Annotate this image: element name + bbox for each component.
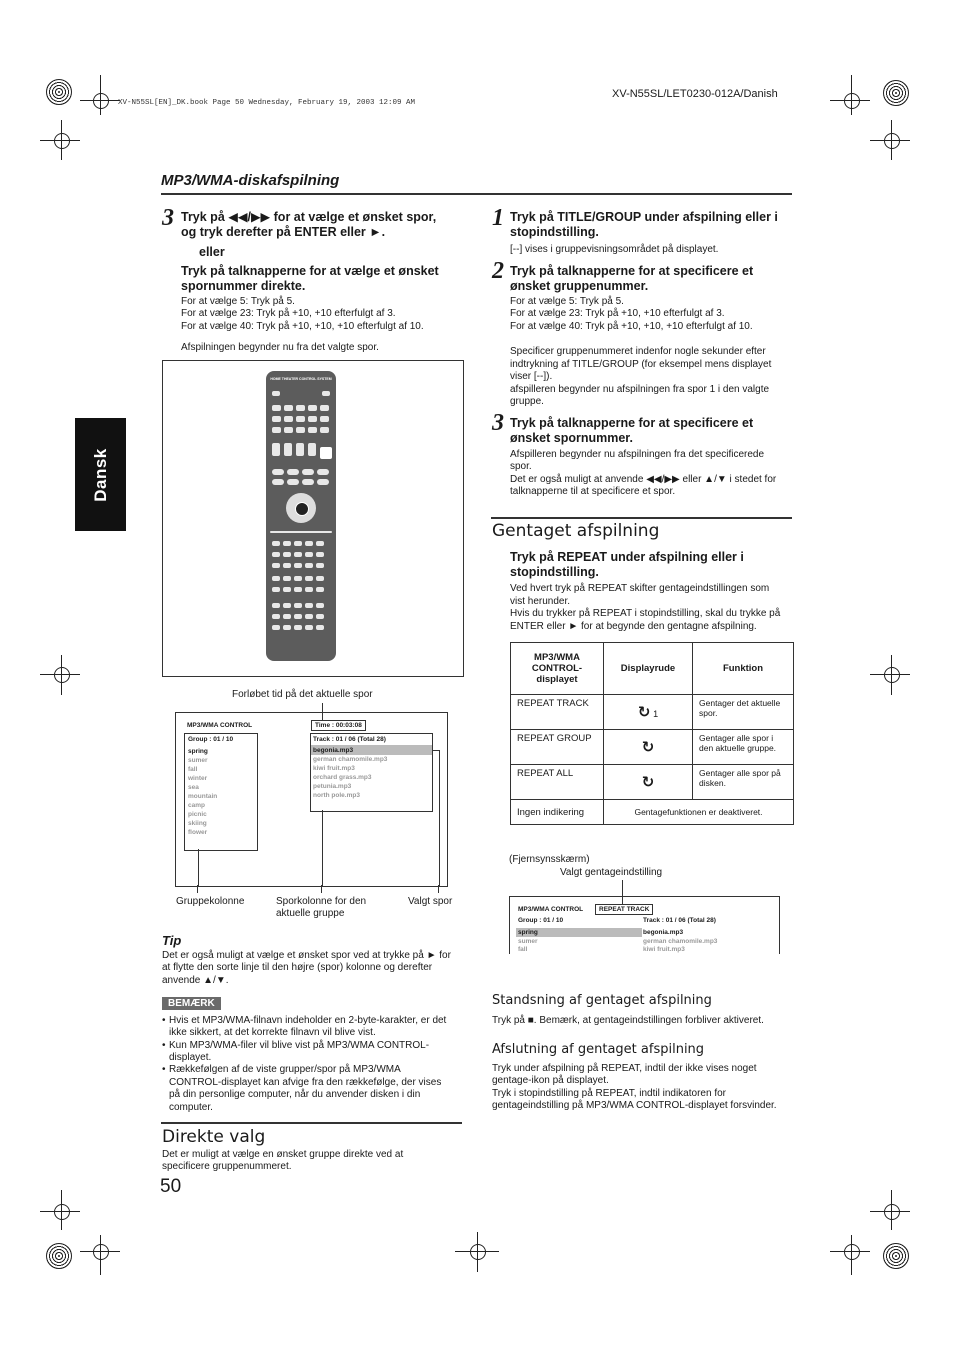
crop-mark-icon (46, 79, 72, 105)
group-item[interactable]: skiing (188, 820, 207, 827)
target-mark-icon (54, 667, 70, 683)
repeat-icon: ↻ (641, 774, 655, 791)
page-number: 50 (160, 1176, 182, 1197)
selected-track-label: Valgt spor (408, 896, 453, 907)
note-text: ikke sikkert, at det korrekte filnavn vil blive vist. (169, 1027, 376, 1038)
track-column-label: aktuelle gruppe (276, 908, 345, 919)
body-text: gentage-ikon på displayet. (492, 1075, 609, 1086)
target-mark-icon (884, 1204, 900, 1220)
body-text: Ved hvert tryk på REPEAT skifter gentageindstillingen som (510, 583, 770, 594)
callout-line (198, 849, 199, 886)
step-or: eller (199, 245, 225, 259)
step-title-line: Tryk på TITLE/GROUP under afspilning eller i (510, 210, 778, 224)
group-item[interactable]: spring (516, 928, 642, 937)
track-header: Track : 01 / 06 (Total 28) (643, 917, 716, 924)
group-item[interactable]: winter (188, 775, 208, 782)
section-heading: Gentaget afspilning (492, 521, 660, 541)
body-text: ENTER eller ► for at begynde den gentagne afspilning. (510, 621, 757, 632)
section-rule (161, 193, 792, 195)
crop-mark-icon (883, 1243, 909, 1269)
example-text: For at vælge 5: Tryk på 5. (181, 296, 295, 307)
table-cell (604, 730, 693, 765)
track-item-selected[interactable]: begonia.mp3 (643, 929, 684, 936)
tip-text: anvende ▲/▼. (162, 975, 229, 986)
section-title: MP3/WMA-diskafspilning (161, 172, 340, 189)
note-text: displayet. (169, 1052, 212, 1063)
track-column-label: Sporkolonne for den (276, 896, 367, 907)
step-number: 3 (162, 205, 174, 231)
tv-screen-label: (Fjernsynsskærm) (509, 854, 590, 865)
group-item[interactable]: fall (188, 766, 198, 773)
crop-mark-icon (46, 1243, 72, 1269)
table-row (511, 765, 794, 800)
table-cell: REPEAT TRACK (511, 695, 604, 730)
target-mark-icon (470, 1244, 486, 1260)
body-text: Tryk på ■. Bemærk, at gentageindstillingen forbliver aktiveret. (492, 1015, 764, 1026)
track-item-selected[interactable]: begonia.mp3 (311, 745, 432, 755)
example-text: For at vælge 40: Tryk på +10, +10, +10 efterfulgt af 10. (510, 321, 753, 332)
track-item[interactable]: german chamomile.mp3 (313, 756, 388, 763)
table-header: MP3/WMA CONTROL- displayet (511, 643, 604, 695)
repeat-badge: REPEAT TRACK (595, 904, 653, 915)
note-text: Kun MP3/WMA-filer vil blive vist på MP3/WMA CONTROL- (169, 1040, 430, 1051)
step-title-line: spornummer direkte. (181, 279, 306, 293)
step-title-line: Tryk på ◀◀/▶▶ for at vælge et ønsket spor, (181, 210, 437, 224)
screen-title: MP3/WMA CONTROL (187, 722, 253, 729)
group-column-label: Gruppekolonne (176, 896, 245, 907)
tip-text: at flytte den sorte linje til den højre (spor) kolonne og derefter (162, 962, 433, 973)
body-text: gruppe. (510, 396, 544, 407)
repeat-mode-table (510, 642, 794, 825)
file-info-line: XV-N55SL[EN]_DK.book Page 50 Wednesday, February 19, 2003 12:09 AM (118, 99, 416, 107)
note-text: computer. (169, 1102, 213, 1113)
time-display: Time : 00:03:08 (311, 720, 366, 731)
body-text: Det er muligt at vælge en ønsket gruppe direkte ved at (162, 1149, 404, 1160)
body-text: viser [--]). (510, 371, 553, 382)
example-text: For at vælge 40: Tryk på +10, +10, +10 efterfulgt af 10. (181, 321, 424, 332)
group-header: Group : 01 / 10 (518, 917, 564, 924)
tv-screen (509, 896, 780, 954)
step-title-line: og tryk derefter på ENTER eller ►. (181, 225, 386, 239)
repeat-icon: ↻ (641, 739, 655, 756)
step-title-line: stopindstilling. (510, 225, 599, 239)
group-item[interactable]: mountain (188, 793, 218, 800)
body-text: [--] vises i gruppevisningsområdet på displayet. (510, 244, 719, 255)
selected-repeat-label: Valgt gentageindstilling (560, 867, 663, 878)
table-row (511, 800, 794, 825)
step-number: 1 (492, 205, 504, 231)
sub-heading: Standsning af gentaget afspilning (492, 993, 712, 1008)
group-item[interactable]: fall (518, 946, 528, 953)
target-mark-icon (93, 1244, 109, 1260)
group-item[interactable]: sumer (188, 757, 208, 764)
tip-text: Det er også muligt at vælge et ønsket spor ved at trykke på ► for (162, 950, 451, 961)
section-rule (491, 517, 792, 519)
track-item[interactable]: petunia.mp3 (313, 783, 352, 790)
note-bullet: • (162, 1064, 166, 1075)
note-text: Hvis et MP3/WMA-filnavn indeholder en 2-byte-karakter, er det (169, 1015, 447, 1026)
table-row (511, 695, 794, 730)
target-mark-icon (884, 667, 900, 683)
group-item[interactable]: sea (188, 784, 199, 791)
elapsed-time-caption: Forløbet tid på det aktuelle spor (232, 689, 373, 700)
body-text: Tryk i stopindstilling på REPEAT, indtil indikatoren for (492, 1088, 726, 1099)
tip-title: Tip (162, 933, 182, 948)
callout-line (321, 885, 322, 893)
callout-line (438, 885, 439, 893)
target-mark-icon (844, 93, 860, 109)
screen-title: MP3/WMA CONTROL (518, 906, 584, 913)
mp3-control-screen (175, 712, 448, 887)
note-text: CONTROL-displayet kan afvige fra den rækkefølge, der vises (169, 1077, 442, 1088)
group-item[interactable]: spring (188, 748, 208, 755)
step-number: 3 (492, 410, 504, 436)
table-cell (604, 765, 693, 800)
body-text: specificere gruppenummeret. (162, 1161, 292, 1172)
callout-line (197, 885, 198, 893)
body-text: afspilleren begynder nu afspilningen fra spor 1 i den valgte (510, 384, 770, 395)
step-number: 2 (492, 258, 504, 284)
track-item[interactable]: orchard grass.mp3 (313, 774, 372, 781)
callout-line (322, 810, 323, 886)
language-tab (75, 418, 126, 531)
table-row (511, 730, 794, 765)
track-column (310, 733, 433, 812)
example-text: For at vælge 5: Tryk på 5. (510, 296, 624, 307)
body-text: Tryk under afspilning på REPEAT, indtil der ikke vises noget (492, 1063, 757, 1074)
note-bullet: • (162, 1015, 166, 1026)
step-title-line: stopindstilling. (510, 565, 599, 579)
step-title-line: ønsket gruppenummer. (510, 279, 649, 293)
track-header: Track : 01 / 06 (Total 28) (313, 736, 386, 743)
example-text: For at vælge 23: Tryk på +10, +10 efterfulgt af 3. (181, 308, 396, 319)
group-column (184, 733, 258, 851)
table-header: Funktion (693, 643, 794, 695)
language-tab-label: Dansk (90, 447, 110, 502)
group-header: Group : 01 / 10 (188, 736, 234, 743)
note-text: på din personlige computer, når du anvender disken i din (169, 1089, 421, 1100)
crop-mark-icon (883, 80, 909, 106)
body-text: vist herunder. (510, 596, 571, 607)
model-code: XV-N55SL/LET0230-012A/Danish (612, 88, 778, 100)
track-item[interactable]: north pole.mp3 (313, 792, 360, 799)
track-item[interactable]: kiwi fruit.mp3 (643, 946, 685, 953)
example-text: For at vælge 23: Tryk på +10, +10 efterfulgt af 3. (510, 308, 725, 319)
remote-brand: HOME THEATER CONTROL SYSTEM (270, 377, 332, 381)
step-title-line: Tryk på talknapperne for at specificere et (510, 264, 754, 278)
remote-illustration-frame (162, 360, 464, 677)
body-text: spor. (510, 461, 532, 472)
group-item[interactable]: flower (188, 829, 208, 836)
target-mark-icon (93, 93, 109, 109)
body-text: gentageindstilling på MP3/WMA CONTROL-displayet forsvinder. (492, 1100, 777, 1111)
table-header: Displayrude (604, 643, 693, 695)
remote-control-image (266, 371, 336, 661)
table-cell: REPEAT GROUP (511, 730, 604, 765)
body-text: Hvis du trykker på REPEAT i stopindstilling, skal du trykke på (510, 608, 781, 619)
step-title-line: Tryk på talknapperne for at specificere et (510, 416, 754, 430)
target-mark-icon (54, 133, 70, 149)
target-mark-icon (884, 133, 900, 149)
body-text: Det er også muligt at anvende ◀◀/▶▶ eller ▲/▼ i stedet for (510, 474, 777, 485)
track-item[interactable]: kiwi fruit.mp3 (313, 765, 355, 772)
sub-heading: Afslutning af gentaget afspilning (492, 1042, 705, 1057)
callout-line (439, 750, 440, 886)
table-cell: REPEAT ALL (511, 765, 604, 800)
note-text: Rækkefølgen af de viste grupper/spor på MP3/WMA (169, 1064, 401, 1075)
step-title-line: Tryk på talknapperne for at vælge et ønsket (181, 264, 439, 278)
table-cell: Gentager alle spor i den aktuelle gruppe. (693, 730, 794, 765)
body-text: Afspilleren begynder nu afspilningen fra det specificerede (510, 449, 765, 460)
note-text: Afspilningen begynder nu fra det valgte spor. (181, 342, 379, 353)
note-bullet: • (162, 1040, 166, 1051)
body-text: Specificer gruppenummeret indenfor nogle sekunder efter (510, 346, 766, 357)
table-cell: Gentagefunktionen er deaktiveret. (604, 800, 794, 825)
step-title-line: Tryk på REPEAT under afspilning eller i (510, 550, 744, 564)
note-badge: BEMÆRK (162, 997, 221, 1010)
target-mark-icon (844, 1244, 860, 1260)
section-heading: Direkte valg (162, 1127, 266, 1147)
group-item[interactable]: sumer (518, 938, 538, 945)
repeat-icon: ↻ (637, 704, 651, 721)
table-cell: Gentager det aktuelle spor. (693, 695, 794, 730)
table-cell: ↻ 1 (604, 695, 693, 730)
target-mark-icon (54, 1204, 70, 1220)
table-cell: Gentager alle spor på disken. (693, 765, 794, 800)
step-title-line: ønsket spornummer. (510, 431, 633, 445)
body-text: indtrykning af TITLE/GROUP (for eksempel mens displayet (510, 359, 772, 370)
track-item[interactable]: german chamomile.mp3 (643, 938, 718, 945)
group-item[interactable]: picnic (188, 811, 207, 818)
body-text: talknapperne til at specificere et spor. (510, 486, 676, 497)
group-item[interactable]: camp (188, 802, 205, 809)
table-cell: Ingen indikering (511, 800, 604, 825)
section-rule (161, 1122, 462, 1124)
